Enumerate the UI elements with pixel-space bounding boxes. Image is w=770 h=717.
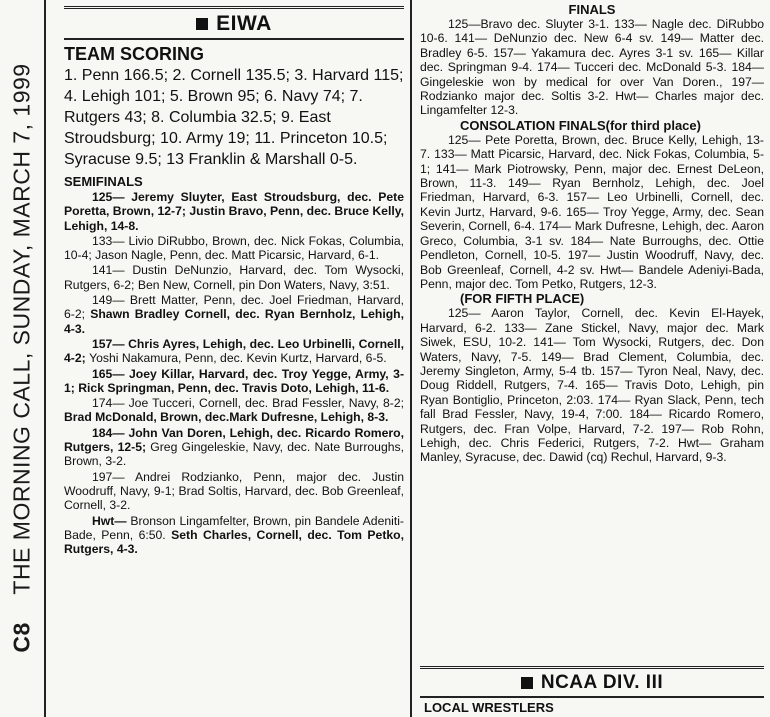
semifinal-result <box>64 234 404 263</box>
result-text: 157— Chris Ayres, Lehigh, dec. Leo Urbinelli, Cornell, 4-2; <box>64 336 404 366</box>
semifinal-result <box>64 263 404 292</box>
semifinal-result <box>64 514 404 557</box>
semifinals-title: SEMIFINALS <box>64 174 143 189</box>
team-scoring-title: TEAM SCORING <box>64 44 205 64</box>
result-text: Shawn Bradley Cornell, dec. Ryan Bernholz, Lehigh, 4-3. <box>64 307 404 336</box>
result-text: 197— Andrei Rodzianko, Penn, major dec. Justin Woodruff, Navy, 9-1; Brad Soltis, Harvard, dec. Bob Greenleaf, Cornell, 3-2. <box>64 469 404 513</box>
result-text: Brad McDonald, Brown, dec.Mark Dufresne, Lehigh, 8-3. <box>64 410 389 425</box>
result-text: Yoshi Nakamura, Penn, dec. Kevin Kurtz, Harvard, 6-5. <box>89 351 387 366</box>
consolation-title: CONSOLATION FINALS(for third place) <box>460 117 701 133</box>
ncaa-section <box>420 666 764 715</box>
result-text: 149— Brett Matter, Penn, dec. Joel Friedman, Harvard, 6-2; <box>64 293 404 322</box>
fifth-place-title: (FOR FIFTH PLACE) <box>460 291 585 307</box>
fifth-place-text: 125— Aaron Taylor, Cornell, dec. Kevin El-Hayek, Harvard, 6-2. 133— Zane Stickel, Navy, major dec. Mark Siwek, ESU, 10-2. 141— Tom Wysocki, Rutgers, dec. Don Waters, Navy, 7-5. 149— Brad Clement, Columbia, dec. Jeremy Singleton, Army, 5-4 tb. 157— Tyron Neal, Navy, dec. Doug Riddell, Rutgers, 7-4. 165— Travis Doto, Lehigh, pin Ryan Bontiglio, Princeton, 2:03. 174— Ryan Slack, Penn, tech fall Brad Fessler, Navy, 19-4, 7:00. 184— Ricardo Romero, Rutgers, dec. Fran Volpe, Harvard, 7-2. 197— Rob Rohn, Lehigh, dec. Chris Federici, Rutgers, 7-2. Hwt— Graham Manley, Syracuse, dec. Dawid (cq) Rechul, Harvard, 9-3. <box>420 306 764 465</box>
local-wrestlers-title: LOCAL WRESTLERS <box>424 700 554 715</box>
square-bullet-icon <box>521 677 533 689</box>
left-column <box>64 0 404 717</box>
publication-line: THE MORNING CALL, SUNDAY, MARCH 7, 1999 <box>8 63 35 595</box>
semifinals-list <box>64 190 404 556</box>
result-text: 184— John Van Doren, Lehigh, dec. Ricardo Romero, Rutgers, 12-5; <box>64 425 404 455</box>
page-spine <box>0 0 44 717</box>
semifinal-result <box>64 190 404 233</box>
result-text: 174— Joe Tucceri, Cornell, dec. Brad Fessler, Navy, 8-2; <box>92 396 404 411</box>
eiwa-rule <box>64 38 404 40</box>
ncaa-title: NCAA DIV. III <box>540 672 664 693</box>
result-text: Seth Charles, Cornell, dec. Tom Petko, Rutgers, 4-3. <box>64 527 404 557</box>
team-scoring-text: 1. Penn 166.5; 2. Cornell 135.5; 3. Harvard 115; 4. Lehigh 101; 5. Brown 95; 6. Navy 74; 7. Rutgers 43; 8. Columbia 32.5; 9. East Stroudsburg; 10. Army 19; 11. Princeton 10.5; Syracuse 9.5; 13 Franklin & Marshall 0-5. <box>64 67 404 168</box>
semifinal-result <box>64 337 404 366</box>
finals-text: 125—Bravo dec. Sluyter 3-1. 133— Nagle dec. DiRubbo 10-6. 141— DeNunzio dec. New 6-4 sv. 149— Matter dec. Bradley 6-5. 157— Yakamura dec. Ayres 3-1 sv. 165— Killar dec. Springman 9-4. 174— Tucceri dec. McDonald 5-3. 184— Gingeleskie won by medical for over Van Doren., 197— Rodzianko major dec. Soltis 3-2. Hwt— Charles major dec. Lingamfelter 12-3. <box>420 17 764 118</box>
consolation-text: 125— Pete Poretta, Brown, dec. Bruce Kelly, Lehigh, 13-7. 133— Matt Picarsic, Harvard, dec. Nick Fokas, Columbia, 5-1; 141— Mark Piotrowsky, Penn, major dec. Ernest DeLeon, Brown, 11-3. 149— Ryan Bernholz, Lehigh, dec. Joel Friedman, Harvard, 6-3. 157— Leo Urbinelli, Cornell, dec. Kevin Jurtz, Harvard, 9-6. 165— Troy Yegge, Army, dec. Sean Severin, Cornell, 6-4. 174— Mark Dufresne, Lehigh, dec. Aaron Greco, Columbia, 3-1 sv. 184— Nate Burroughs, dec. Ottie Pendleton, Cornell, 10-5. 197— Justin Woodruff, Navy, dec. Bob Greenleaf, Cornell, 4-2 sv. Hwt— Bandele Adeniyi-Bada, Penn, major dec. Tom Petko, Rutgers, 12-3. <box>420 132 764 291</box>
page-number: C8 <box>8 622 35 653</box>
result-text: Hwt— <box>92 513 131 528</box>
result-text: 133— Livio DiRubbo, Brown, dec. Nick Fokas, Columbia, 10-4; Jason Nagle, Penn, dec. Matt Picarsic, Harvard, 6-1. <box>64 233 404 263</box>
eiwa-title: EIWA <box>216 12 272 35</box>
ncaa-heading <box>420 669 764 696</box>
spine-header <box>9 63 36 652</box>
result-text: Bronson Lingamfelter, Brown, pin Bandele Adeniti-Bade, Penn, 6:50. <box>64 513 404 542</box>
result-text: Greg Gingeleskie, Navy, dec. Nate Burroughs, Brown, 3-2. <box>64 440 404 469</box>
result-text: 141— Dustin DeNunzio, Harvard, dec. Tom Wysocki, Rutgers, 6-2; Ben New, Cornell, pin Don Waters, Navy, 3:51. <box>64 263 404 292</box>
right-column <box>420 0 764 717</box>
semifinal-result <box>64 293 404 336</box>
spine-rule <box>44 0 46 717</box>
ncaa-rule <box>420 696 764 698</box>
result-text: 125— Jeremy Sluyter, East Stroudsburg, dec. Pete Poretta, Brown, 12-7; Justin Bravo, Penn, dec. Bruce Kelly, Lehigh, 14-8. <box>64 190 404 233</box>
result-text: 165— Joey Killar, Harvard, dec. Troy Yegge, Army, 3-1; Rick Springman, Penn, dec. Travis Doto, Lehigh, 11-6. <box>64 366 404 395</box>
semifinal-result <box>64 470 404 513</box>
semifinal-result <box>64 426 404 469</box>
finals-title: FINALS <box>568 2 616 17</box>
column-divider <box>410 0 412 717</box>
semifinal-result <box>64 367 404 396</box>
semifinal-result <box>64 396 404 425</box>
square-bullet-icon <box>196 18 208 30</box>
eiwa-heading <box>64 9 404 38</box>
